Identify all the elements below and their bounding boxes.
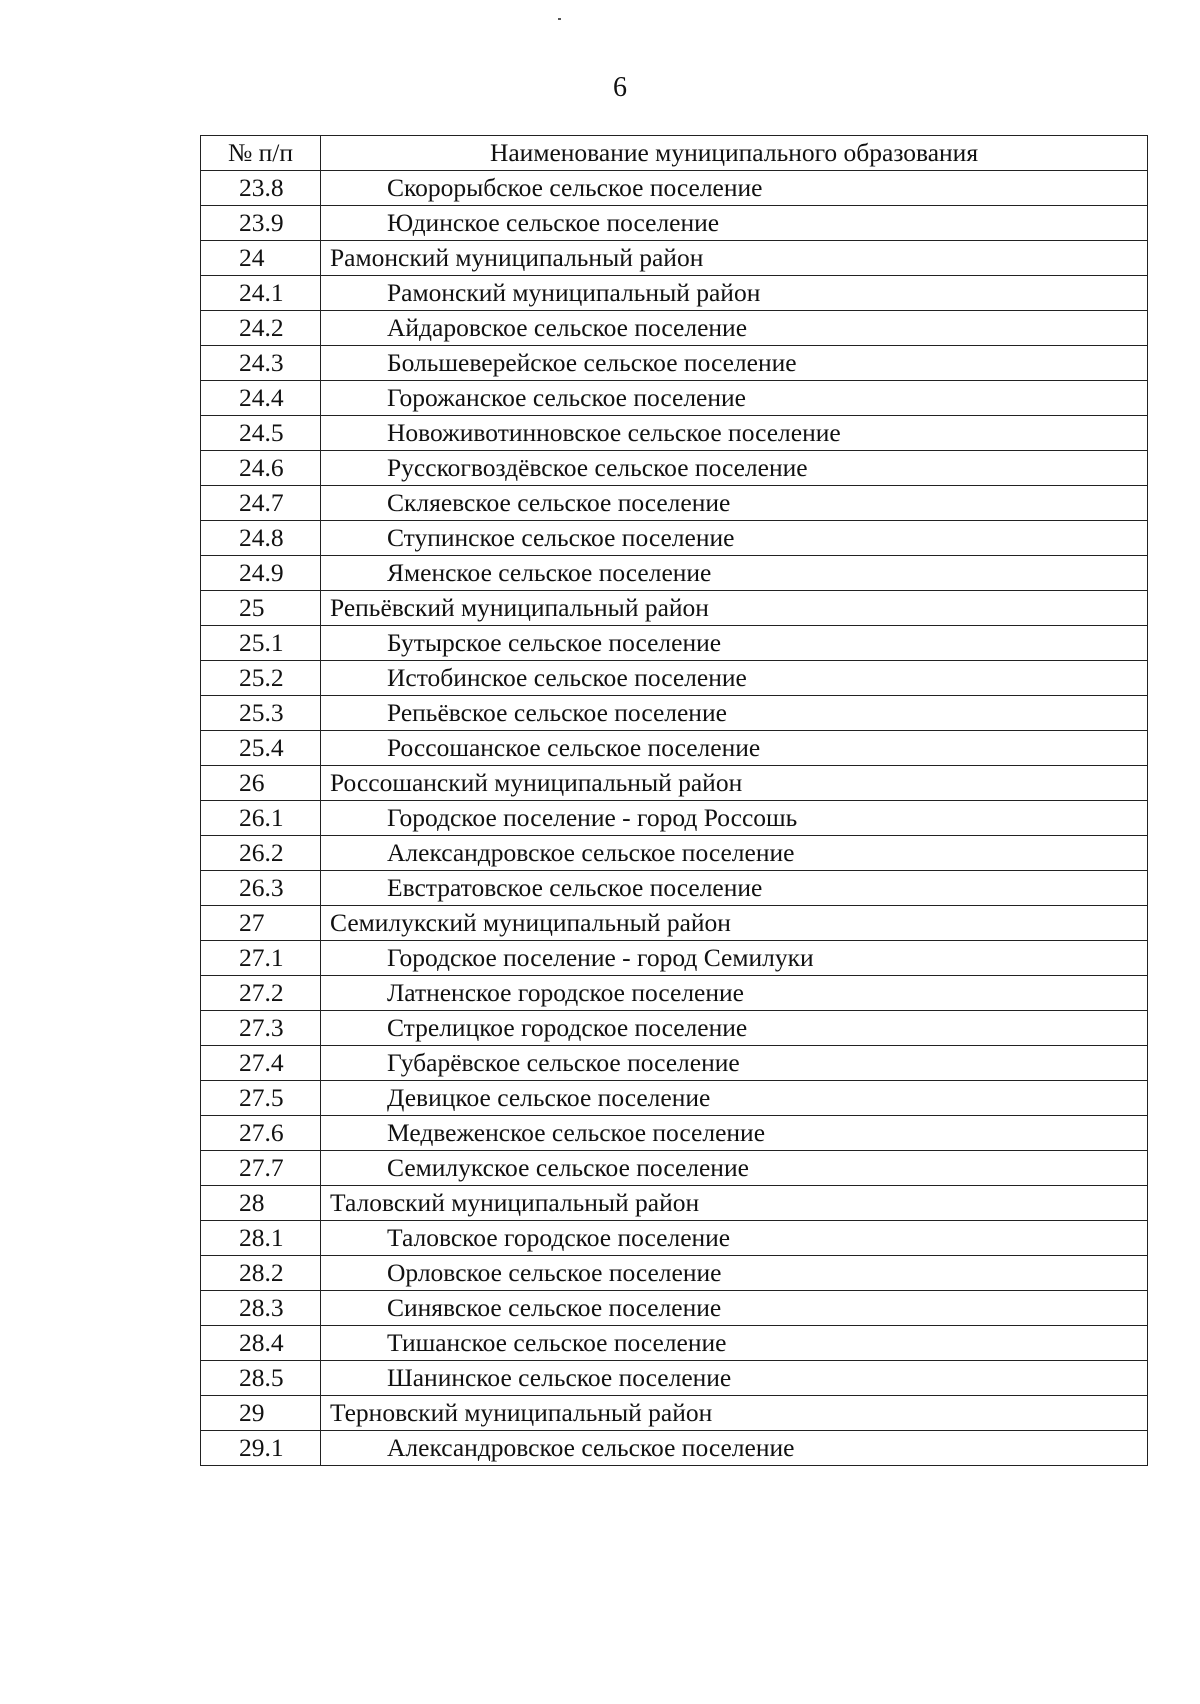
row-number: 26.1 [201,801,321,836]
settlement-name: Семилукское сельское поселение [321,1151,1148,1186]
table-row [201,171,1148,206]
row-number: 28.4 [201,1326,321,1361]
row-number: 28.3 [201,1291,321,1326]
settlement-name: Евстратовское сельское поселение [321,871,1148,906]
table-row [201,766,1148,801]
table-row [201,906,1148,941]
table-row [201,1151,1148,1186]
table-row [201,1221,1148,1256]
table-row [201,1011,1148,1046]
row-number: 27.7 [201,1151,321,1186]
table-row [201,626,1148,661]
table-row [201,1186,1148,1221]
table-row [201,1256,1148,1291]
settlement-name: Городское поселение - город Россошь [321,801,1148,836]
row-number: 25.3 [201,696,321,731]
row-number: 27.5 [201,1081,321,1116]
column-header-number: № п/п [201,136,321,171]
settlement-name: Большеверейское сельское поселение [321,346,1148,381]
district-name: Репьёвский муниципальный район [321,591,1148,626]
table-row [201,871,1148,906]
table-row [201,276,1148,311]
settlement-name: Орловское сельское поселение [321,1256,1148,1291]
settlement-name: Таловское городское поселение [321,1221,1148,1256]
settlement-name: Скорорыбское сельское поселение [321,171,1148,206]
row-number: 27.3 [201,1011,321,1046]
settlement-name: Медвеженское сельское поселение [321,1116,1148,1151]
row-number: 25.1 [201,626,321,661]
settlement-name: Юдинское сельское поселение [321,206,1148,241]
table-row [201,976,1148,1011]
settlement-name: Александровское сельское поселение [321,836,1148,871]
table-row [201,836,1148,871]
page-number: 6 [613,72,627,103]
settlement-name: Тишанское сельское поселение [321,1326,1148,1361]
settlement-name: Репьёвское сельское поселение [321,696,1148,731]
settlement-name: Городское поселение - город Семилуки [321,941,1148,976]
row-number: 23.9 [201,206,321,241]
row-number: 25 [201,591,321,626]
table-row [201,311,1148,346]
column-header-name: Наименование муниципального образования [321,136,1148,171]
row-number: 26 [201,766,321,801]
settlement-name: Бутырское сельское поселение [321,626,1148,661]
row-number: 23.8 [201,171,321,206]
table-row [201,1291,1148,1326]
table-row [201,1116,1148,1151]
table-body [201,171,1148,1466]
row-number: 25.2 [201,661,321,696]
table-row [201,1361,1148,1396]
row-number: 28.2 [201,1256,321,1291]
settlement-name: Русскогвоздёвское сельское поселение [321,451,1148,486]
row-number: 27 [201,906,321,941]
table-row [201,521,1148,556]
settlement-name: Александровское сельское поселение [321,1431,1148,1466]
table-row [201,451,1148,486]
row-number: 27.6 [201,1116,321,1151]
table-header-row [201,136,1148,171]
scan-speck [558,18,561,20]
table-row [201,1396,1148,1431]
row-number: 27.2 [201,976,321,1011]
table-row [201,731,1148,766]
table-row [201,591,1148,626]
table-row [201,696,1148,731]
row-number: 24.7 [201,486,321,521]
table-row [201,801,1148,836]
settlement-name: Горожанское сельское поселение [321,381,1148,416]
row-number: 24.9 [201,556,321,591]
settlement-name: Шанинское сельское поселение [321,1361,1148,1396]
table-row [201,1326,1148,1361]
settlement-name: Рамонский муниципальный район [321,276,1148,311]
table-row [201,661,1148,696]
row-number: 28.1 [201,1221,321,1256]
table-row [201,1046,1148,1081]
settlement-name: Скляевское сельское поселение [321,486,1148,521]
table-row [201,1081,1148,1116]
settlement-name: Истобинское сельское поселение [321,661,1148,696]
row-number: 27.4 [201,1046,321,1081]
settlement-name: Губарёвское сельское поселение [321,1046,1148,1081]
row-number: 26.3 [201,871,321,906]
settlement-name: Латненское городское поселение [321,976,1148,1011]
row-number: 24.1 [201,276,321,311]
settlement-name: Айдаровское сельское поселение [321,311,1148,346]
municipalities-table [200,135,1148,1466]
district-name: Таловский муниципальный район [321,1186,1148,1221]
table-row [201,241,1148,276]
row-number: 24.3 [201,346,321,381]
district-name: Россошанский муниципальный район [321,766,1148,801]
district-name: Терновский муниципальный район [321,1396,1148,1431]
row-number: 29 [201,1396,321,1431]
row-number: 29.1 [201,1431,321,1466]
district-name: Рамонский муниципальный район [321,241,1148,276]
table-row [201,416,1148,451]
table-row [201,346,1148,381]
table-row [201,1431,1148,1466]
table-row [201,941,1148,976]
row-number: 28.5 [201,1361,321,1396]
table-row [201,556,1148,591]
settlement-name: Яменское сельское поселение [321,556,1148,591]
row-number: 24 [201,241,321,276]
settlement-name: Россошанское сельское поселение [321,731,1148,766]
table-row [201,206,1148,241]
row-number: 24.2 [201,311,321,346]
row-number: 26.2 [201,836,321,871]
table-row [201,486,1148,521]
row-number: 28 [201,1186,321,1221]
table-row [201,381,1148,416]
row-number: 24.8 [201,521,321,556]
row-number: 24.6 [201,451,321,486]
row-number: 25.4 [201,731,321,766]
settlement-name: Ступинское сельское поселение [321,521,1148,556]
settlement-name: Стрелицкое городское поселение [321,1011,1148,1046]
district-name: Семилукский муниципальный район [321,906,1148,941]
settlement-name: Новоживотинновское сельское поселение [321,416,1148,451]
row-number: 24.4 [201,381,321,416]
settlement-name: Синявское сельское поселение [321,1291,1148,1326]
row-number: 27.1 [201,941,321,976]
settlement-name: Девицкое сельское поселение [321,1081,1148,1116]
row-number: 24.5 [201,416,321,451]
